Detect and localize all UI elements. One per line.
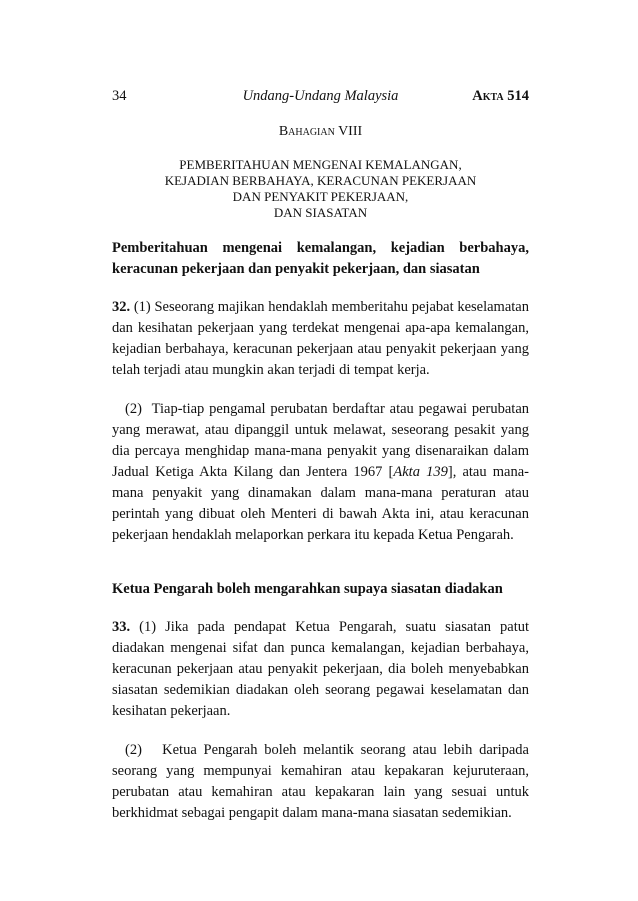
header-act: Akta 514 [472, 88, 529, 104]
part-heading-line: PEMBERITAHUAN MENGENAI KEMALANGAN, [179, 157, 462, 172]
section-number: 32. [112, 299, 131, 315]
section-32-subsection-1 [112, 297, 529, 381]
page-header [112, 88, 529, 108]
subsection-text: Jika pada pendapat Ketua Pengarah, suatu siasatan patut diadakan mengenai sifat dan punca kemalangan, kejadian berbahaya, keracunan pekerjaan atau penyakit pekerjaan, dia boleh menyebabkan siasatan sedemikian diadakan oleh seorang pegawai keselamatan dan kesihatan pekerjaan. [112, 619, 530, 719]
section-32-heading: Pemberitahuan mengenai kemalangan, kejadian berbahaya, keracunan pekerjaan dan penyakit pekerjaan, dan siasatan [112, 240, 529, 277]
header-title: Undang-Undang Malaysia [242, 88, 399, 104]
act-reference: Akta 139 [393, 464, 448, 480]
subsection-label: (2) [125, 742, 142, 758]
part-title: Bahagian VIII [278, 124, 363, 139]
part-heading [112, 157, 529, 221]
subsection-text: Seseorang majikan hendaklah memberitahu pejabat keselamatan dan kesihatan pekerjaan yang terdekat mengenai apa-apa kemalangan, kejadian berbahaya, keracunan pekerjaan atau penyakit pekerjaan yang telah terjadi atau mungkin akan terjadi di tempat kerja. [112, 299, 529, 378]
subsection-text: ], atau mana-mana penyakit yang dinamakan dalam mana-mana peraturan atau perintah yang dibuat oleh Menteri di bawah Akta ini, atau keracunan pekerjaan hendaklah melaporkan perkara itu kepada Ketua Pengarah. [112, 464, 529, 543]
part-heading-line: DAN SIASATAN [273, 205, 368, 220]
subsection-label: (1) [139, 619, 157, 635]
subsection-text: Tiap-tiap pengamal perubatan berdaftar atau pegawai perubatan yang merawat, atau dipanggil untuk melawat, seseorang pesakit yang dia percaya menghidap mana-mana penyakit yang disenaraikan dalam Jadual Ketiga Akta Kilang dan Jentera 1967 [ [112, 401, 530, 480]
page-number: 34 [112, 88, 127, 104]
document-page [112, 88, 529, 824]
section-33-heading: Ketua Pengarah boleh mengarahkan supaya siasatan diadakan [112, 581, 503, 597]
section-32-subsection-2 [112, 399, 529, 546]
subsection-label: (2) [125, 401, 142, 417]
section-33-subsection-2 [112, 740, 529, 824]
section-number: 33. [112, 619, 131, 635]
subsection-text: Ketua Pengarah boleh melantik seorang atau lebih daripada seorang yang mempunyai kemahiran atau kepakaran kejuruteraan, perubatan atau kemahiran atau kepakaran lain yang sesuai untuk berkhidmat sebagai pengapit dalam mana-mana siasatan sedemikian. [112, 742, 529, 821]
subsection-label: (1) [133, 299, 151, 315]
part-heading-line: KEJADIAN BERBAHAYA, KERACUNAN PEKERJAAN [164, 173, 477, 188]
section-33-subsection-1 [112, 617, 529, 722]
part-heading-line: DAN PENYAKIT PEKERJAAN, [232, 189, 409, 204]
